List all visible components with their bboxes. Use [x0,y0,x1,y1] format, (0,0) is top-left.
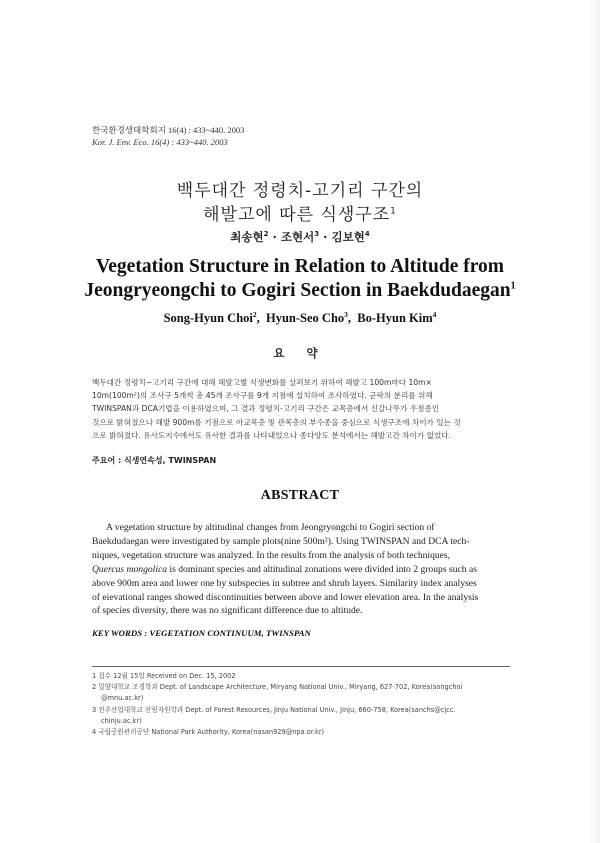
title-kr-footnote-mark: 1 [390,206,397,217]
journal-citation-en: Kor. J. Env. Eco. 16(4) : 433~440. 2003 [92,137,228,147]
journal-header [92,124,244,148]
author-en-3-mark: 4 [432,310,437,319]
footnote-2-cont: @mnu.ac.kr) [101,694,144,703]
abstract-en-line [92,563,510,577]
author-en-1: Song-Hyun Choi [163,311,253,326]
keywords-en: KEY WORDS : VEGETATION CONTINUUM, TWINSPAN [92,628,311,638]
abstract-kr-line: 으로 밝혀졌다. 유사도지수에서도 유사한 결과를 나타내었으나 종다양도 분석에서는 해발고간 차이가 없었다. [92,430,452,440]
authors-en: Song-Hyun Choi$^2$, Hyun-Seo Cho$^3$, Bo-Hyun Kim$^4$ [163,310,437,326]
author-en-2: Hyun-Seo Cho [266,311,345,326]
title-en-footnote-mark: 1 [510,280,516,292]
abstract-en-line: A vegetation structure by altitudinal changes from Jeongryongchi to Gogiri section of [106,522,435,533]
title-kr-line2 [0,200,600,225]
abstract-kr [92,376,510,442]
abstract-en-line: above 900m area and lower one by subspecies in subtree and shrub layers. Similarity index analyses [92,577,477,589]
authors-kr [0,229,600,245]
author-kr-1: 최송현 [230,230,264,244]
abstract-en-line: of eievational ranges showed discontinuities between above and lower elevation area. In the analysis [92,591,479,603]
author-kr-sep-2: · [319,230,332,244]
abstract-en-line: niques, vegetation structure was analyzed. In the results from the analysis of both techniques, [92,549,451,561]
title-kr-line2-text: 해발고에 따른 식생구조 [203,205,391,225]
abstract-kr-line: TWINSPAN과 DCA기법을 이용하였으며, 그 결과 정령치-고기리 구간은 교목층에서 신갈나무가 우점종인 [92,404,440,414]
author-kr-2-mark: 3 [314,230,320,239]
title-en-line1: Vegetation Structure in Relation to Altitude from [95,256,505,277]
author-en-1-mark: 2 [252,310,257,319]
abstract-kr-line: 백두대간 정령치~고기리 구간에 대해 해발고별 식생변화를 살펴보기 위하여 해발고 100m마다 10m× [92,378,432,387]
author-kr-3: 김보현 [331,230,365,244]
footnotes [92,671,522,738]
author-en-2-mark: 3 [344,310,348,319]
footnote-3-cont: chinju.ac.kr) [101,716,142,725]
journal-citation-kr: 한국환경생태학회지 16(4) : 433~440. 2003 [92,125,245,135]
footnote-divider [92,666,510,667]
author-kr-1-mark: 2 [263,230,269,239]
footnote-3: 3 진주산업대학교 산림자원학과 Dept. of Forest Resources, Jinju National Univ., Jinju, 660-758, Korea(sanchs@cjcc. [92,705,456,714]
abstract-en-line: Baekdudaegan were investigated by sample plots(nine 500m²). Using TWINSPAN and DCA tech- [92,535,470,547]
footnote-4: 4 국립공원관리공단 National Park Authority, Korea(nasan929@npa.or.kr) [92,728,325,737]
title-en-line2-text: Jeongryeongchi to Gogiri Section in Baekdudaegan [84,280,511,301]
abstract-kr-line: 것으로 밝혀졌으나 해발 900m를 기점으로 아교목층 및 관목층의 부수종을 중심으로 식생구조에 차이가 있는 것 [92,417,461,427]
abstract-en-line: of species diversity, there was no significant difference due to altitude. [92,605,363,617]
abstract-heading: ABSTRACT [260,488,340,503]
abstract-en-line-rest: is dominant species and altitudinal zonations were divided into 2 groups such as [167,563,477,575]
species-name: Quercus mongolica [92,563,168,575]
author-kr-3-mark: 4 [364,230,370,239]
footnote-2: 2 밀양대학교 조경학과 Dept. of Landscape Architecture, Miryang National Univ., Miryang, 627-702, Korea(songchoi [92,683,463,692]
author-kr-sep-1: · [268,230,281,244]
summary-heading-kr: 요 약 [273,346,327,360]
author-kr-2: 조현서 [280,230,315,244]
author-en-3: Bo-Hyun Kim [357,311,433,326]
scan-edge-shadow [590,0,600,843]
abstract-kr-line: 10m(100m²)의 조사구 5개씩 총 45개 조사구를 9개 지점에 설치하여 조사하였다. 군락의 분리를 위해 [92,391,433,401]
title-en-line2 [0,280,600,302]
title-kr-line1: 백두대간 정령치-고기리 구간의 [176,181,424,201]
abstract-en [92,521,510,618]
keywords-kr: 주요어 : 식생연속성, TWINSPAN [92,456,217,465]
footnote-1: 1 접수 12월 15일 Received on Dec. 15, 2002 [92,672,236,680]
